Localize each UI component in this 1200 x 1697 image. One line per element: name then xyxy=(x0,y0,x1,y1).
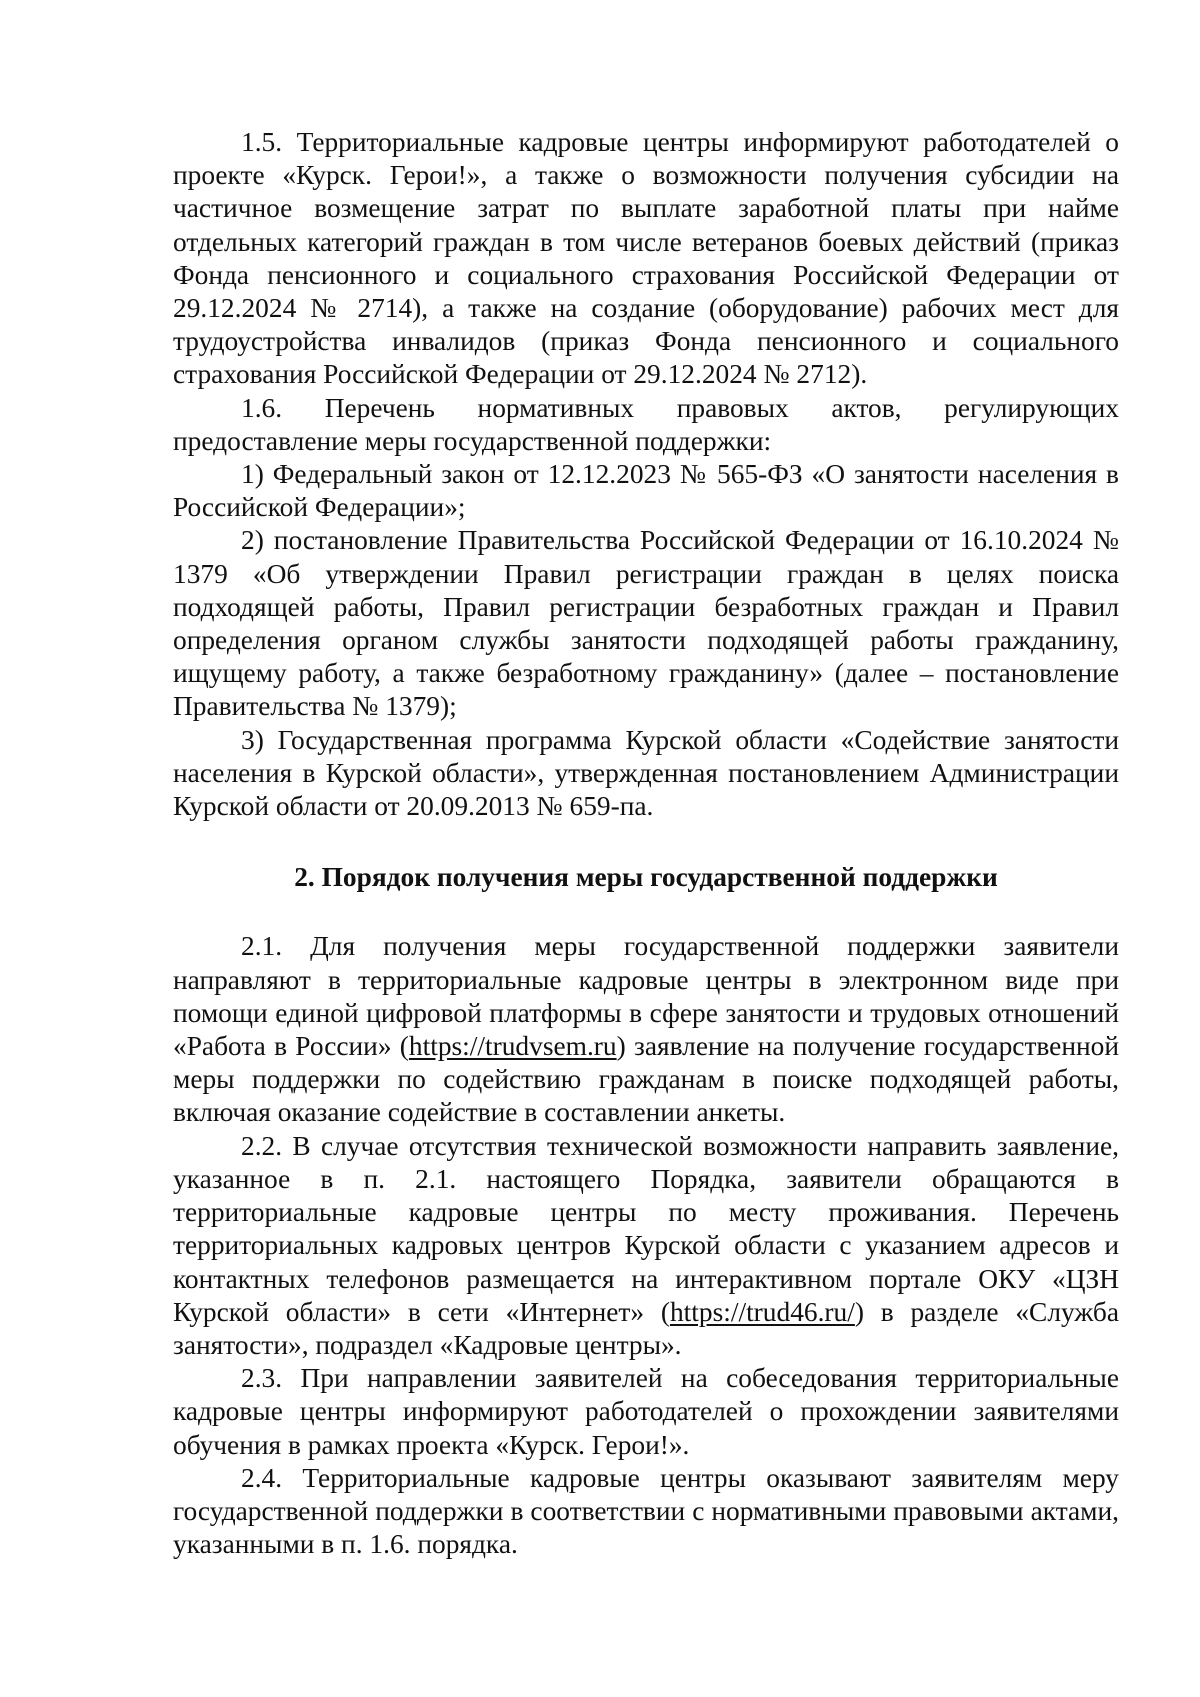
trud46-link[interactable]: https://trud46.ru/ xyxy=(669,1296,855,1327)
document-page xyxy=(173,126,1119,1561)
list-item-1: 1) Федеральный закон от 12.12.2023 № 565-ФЗ «О занятости населения в Российской Федерации»; xyxy=(173,459,1119,523)
paragraph-2-3: 2.3. При направлении заявителей на собеседования территориальные кадровые центры информируют работодателей о прохождении заявителями обучения в рамках проекта «Курск. Герои!». xyxy=(173,1363,1119,1460)
paragraph-2-2-text-end: ) в разделе «Служба занятости», подраздел «Кадровые центры». xyxy=(173,1296,1119,1360)
paragraph-1-6: 1.6. Перечень нормативных правовых актов, регулирующих предоставление меры государственной поддержки: xyxy=(173,392,1119,456)
paragraph-2-1-text-end: ) заявление на получение государственной меры поддержки по содействию гражданам в поиске подходящей работы, включая оказание содействие в составлении анкеты. xyxy=(173,1031,1120,1128)
section-2-heading: 2. Порядок получения меры государственной поддержки xyxy=(294,862,998,893)
list-item-2: 2) постановление Правительства Российской Федерации от 16.10.2024 № 1379 «Об утверждении Правил регистрации граждан в целях поиска подходящей работы, Правил регистрации безработных граждан и Правил определения органом службы занятости подходящей работы гражданину, ищущему работу, а также безработному гражданину» (далее – постановление Правительства № 1379); xyxy=(173,525,1119,722)
paragraph-1-5: 1.5. Территориальные кадровые центры информируют работодателей о проекте «Курск. Герои!», а также о возможности получения субсидии на частичное возмещение затрат по выплате заработной платы при найме отдельных категорий граждан в том числе ветеранов боевых действий (приказ Фонда пенсионного и социального страхования Российской Федерации от 29.12.2024 № 2714), а также на создание (оборудование) рабочих мест для трудоустройства инвалидов (приказ Фонда пенсионного и социального страхования Российской Федерации от 29.12.2024 № 2712). xyxy=(173,127,1119,390)
paragraph-2-2 xyxy=(173,1130,1119,1362)
paragraph-2-1-text-start: 2.1. Для получения меры государственной поддержки заявители направляют в территориальные кадровые центры в электронном виде при помощи единой цифровой платформы в сфере занятости и трудовых отношений «Работа в России» ( xyxy=(173,931,1119,1062)
paragraph-2-2-text-start: 2.2. В случае отсутствия технической возможности направить заявление, указанное в п. 2.1. настоящего Порядка, заявители обращаются в территориальные кадровые центры по месту проживания. Перечень территориальных кадровых центров Курской области с указанием адресов и контактных телефонов размещается на интерактивном портале ОКУ «ЦЗН Курской области» в сети «Интернет» ( xyxy=(173,1130,1119,1327)
paragraph-2-4: 2.4. Территориальные кадровые центры оказывают заявителям меру государственной поддержки в соответствии с нормативными правовыми актами, указанными в п. 1.6. порядка. xyxy=(173,1462,1119,1560)
list-item-3: 3) Государственная программа Курской области «Содействие занятости населения в Курской области», утвержденная постановлением Администрации Курской области от 20.09.2013 № 659-па. xyxy=(173,724,1119,822)
trudvsem-link[interactable]: https://trudvsem.ru xyxy=(408,1031,617,1062)
paragraph-2-1 xyxy=(173,930,1119,1129)
